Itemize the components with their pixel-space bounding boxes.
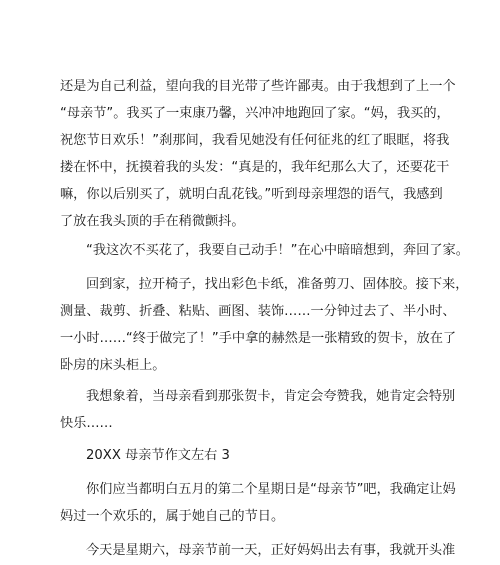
paragraph-5 xyxy=(60,476,456,530)
text-line: “母亲节”。我买了一束康乃馨，兴冲冲地跑回了家。“妈，我买的， xyxy=(60,106,450,121)
text-line: 卧房的床头柜上。 xyxy=(60,358,166,373)
text-line: 你们应当都明白五月的第二个星期日是“母亲节”吧，我确定让妈 xyxy=(86,482,456,497)
text-line: 今天是星期六，母亲节前一天，正好妈妈出去有事，我就开头准 xyxy=(86,543,456,558)
text-line: 妈过一个欢乐的，属于她自己的节日。 xyxy=(60,509,285,524)
paragraph-4 xyxy=(60,383,456,437)
paragraph-1 xyxy=(60,73,456,235)
text-line: 回到家，拉开椅子，找出彩色卡纸，准备剪刀、固体胶。接下来， xyxy=(86,277,469,292)
text-line: 我想象着，当母亲看到那张贺卡，肯定会夸赞我，她肯定会特别 xyxy=(86,389,456,404)
section-heading: 20XX 母亲节作文左右 3 xyxy=(86,448,230,463)
paragraph-3 xyxy=(60,271,469,379)
text-line: “我这次不买花了，我要自己动手！”在心中暗暗想到，奔回了家。 xyxy=(86,243,469,258)
text-line: 测量、裁剪、折叠、粘贴、画图、装饰……一分钟过去了、半小时、 xyxy=(60,304,456,319)
text-line: 搂在怀中，抚摸着我的头发：“真是的，我年纪那么大了，还要花干 xyxy=(60,160,450,175)
paragraph-2 xyxy=(86,237,469,264)
text-line: 了放在我头顶的手在稍微颤抖。 xyxy=(60,214,245,229)
paragraph-6 xyxy=(60,537,456,564)
text-line: 祝您节日欢乐！”刹那间，我看见她没有任何征兆的红了眼眶，将我 xyxy=(60,133,450,148)
text-line: 嘛，你以后别买了，就明白乱花钱。”听到母亲埋怨的语气，我感到 xyxy=(60,187,443,202)
text-line: 一小时……“终于做完了！”手中拿的赫然是一张精致的贺卡，放在了 xyxy=(60,331,457,346)
text-line: 还是为自己利益，望向我的目光带了些许鄙夷。由于我想到了上一个 xyxy=(60,79,456,94)
text-line: 快乐…… xyxy=(60,416,113,431)
